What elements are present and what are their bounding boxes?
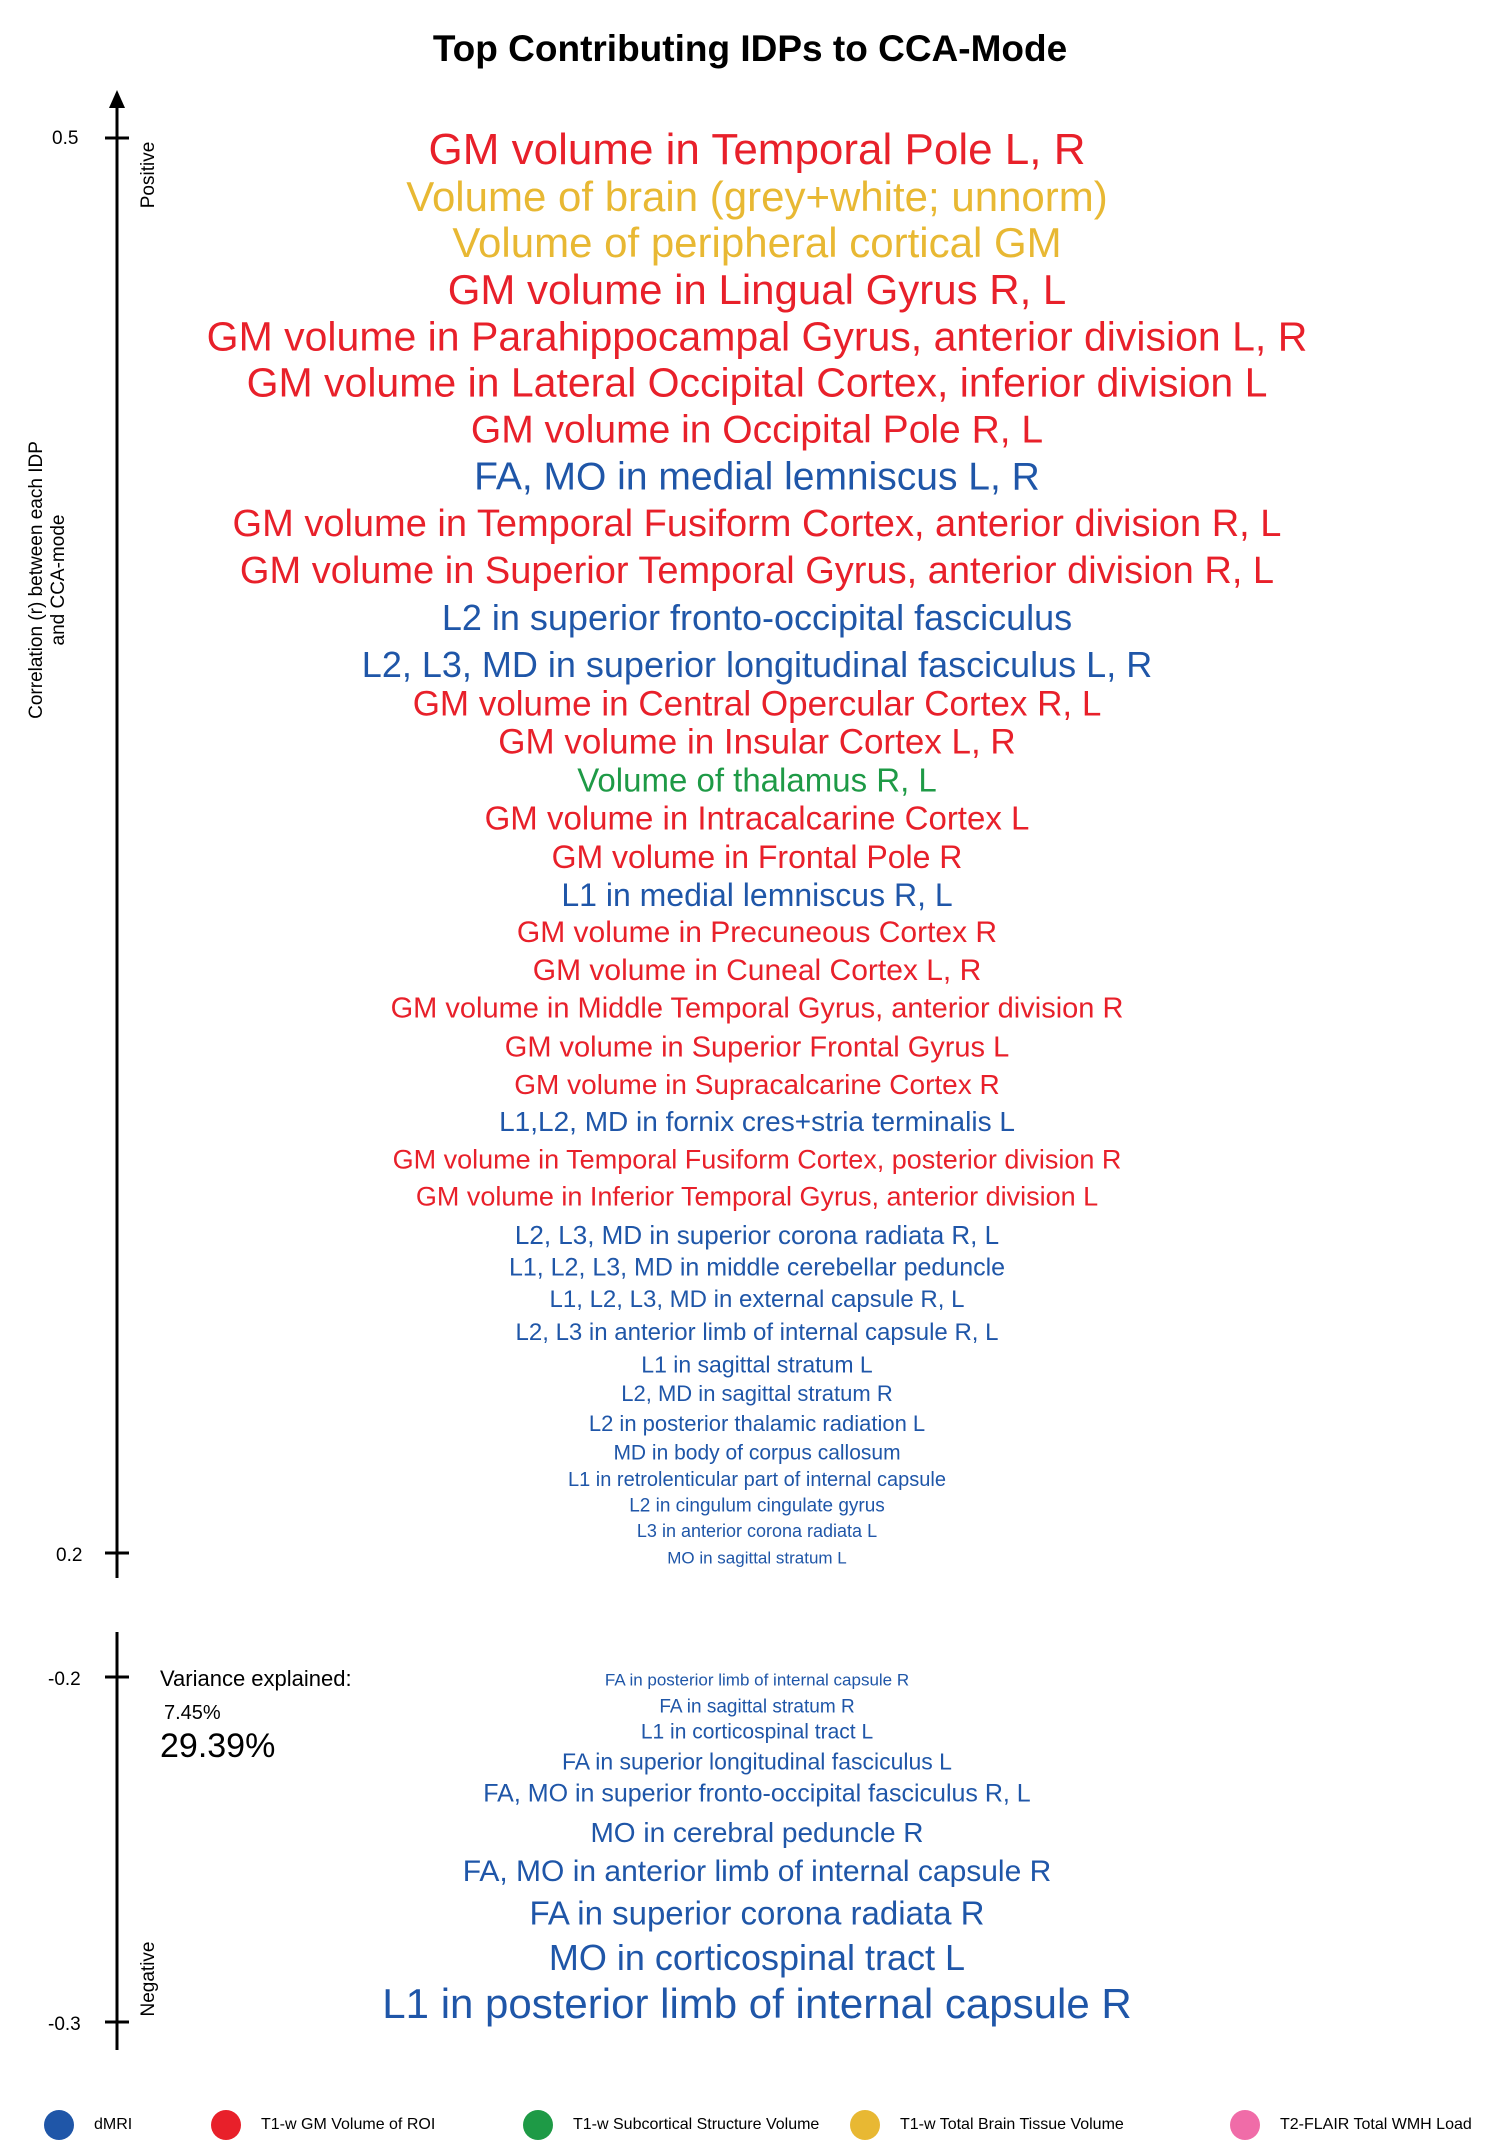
negative-idp-3: L1 in corticospinal tract L — [640, 1720, 874, 1744]
positive-idp-26: GM volume in Inferior Temporal Gyrus, anterior division L — [415, 1181, 1099, 1212]
variance-title: Variance explained: — [160, 1666, 352, 1691]
positive-idp-6: GM volume in Lateral Occipital Cortex, inferior division L — [246, 359, 1268, 406]
positive-idp-16: GM volume in Intracalcarine Cortex L — [484, 799, 1030, 837]
positive-idp-25: GM volume in Temporal Fusiform Cortex, posterior division R — [392, 1144, 1122, 1175]
positive-idp-19: GM volume in Precuneous Cortex R — [516, 916, 998, 949]
positive-idp-35: L1 in retrolenticular part of internal capsule — [568, 1469, 946, 1491]
positive-idp-33: L2 in posterior thalamic radiation L — [588, 1411, 926, 1436]
y-tick-neg-0-2: -0.2 — [48, 1669, 81, 1690]
positive-idp-11: L2 in superior fronto-occipital fasciculus — [441, 597, 1073, 638]
positive-idp-22: GM volume in Superior Frontal Gyrus L — [504, 1031, 1010, 1064]
legend-item-4 — [850, 2110, 1124, 2140]
positive-idp-28: L1, L2, L3, MD in middle cerebellar peduncle — [508, 1253, 1006, 1282]
positive-idp-18: L1 in medial lemniscus R, L — [561, 877, 953, 913]
legend-item-2 — [211, 2110, 435, 2140]
positive-idp-5: GM volume in Parahippocampal Gyrus, anterior division L, R — [206, 313, 1308, 360]
legend-item-1 — [44, 2110, 132, 2140]
negative-idp-2: FA in sagittal stratum R — [659, 1696, 855, 1718]
positive-idp-31: L1 in sagittal stratum L — [641, 1351, 873, 1378]
positive-idp-29: L1, L2, L3, MD in external capsule R, L — [549, 1286, 965, 1313]
positive-label: Positive — [138, 141, 159, 209]
positive-idp-14: GM volume in Insular Cortex L, R — [498, 722, 1016, 762]
positive-idp-12: L2, L3, MD in superior longitudinal fasciculus L, R — [361, 644, 1153, 685]
negative-idp-10: L1 in posterior limb of internal capsule R — [382, 1980, 1132, 2027]
legend-label-1: dMRI — [94, 2116, 133, 2133]
legend-label-4: T1-w Total Brain Tissue Volume — [900, 2116, 1124, 2133]
y-axis-label: Correlation (r) between each IDP and CCA-mode — [26, 441, 69, 719]
negative-idp-4: FA in superior longitudinal fasciculus L — [562, 1748, 952, 1775]
positive-idp-32: L2, MD in sagittal stratum R — [621, 1381, 893, 1406]
positive-idp-10: GM volume in Superior Temporal Gyrus, anterior division R, L — [239, 550, 1275, 592]
positive-idp-15: Volume of thalamus R, L — [577, 761, 937, 799]
positive-idp-34: MD in body of corpus callosum — [613, 1441, 901, 1465]
legend-label-5: T2-FLAIR Total WMH Load — [1280, 2116, 1472, 2133]
legend-swatch-4 — [850, 2110, 880, 2140]
legend-swatch-1 — [44, 2110, 74, 2140]
y-tick-0-2: 0.2 — [56, 1545, 83, 1566]
negative-idp-6: MO in cerebral peduncle R — [590, 1817, 924, 1848]
positive-idp-23: GM volume in Supracalcarine Cortex R — [514, 1069, 1000, 1100]
positive-idp-4: GM volume in Lingual Gyrus R, L — [447, 266, 1067, 313]
positive-idp-20: GM volume in Cuneal Cortex L, R — [532, 954, 982, 987]
positive-idp-3: Volume of peripheral cortical GM — [452, 219, 1062, 266]
positive-idp-21: GM volume in Middle Temporal Gyrus, anterior division R — [390, 992, 1124, 1025]
positive-idp-24: L1,L2, MD in fornix cres+stria terminalis L — [499, 1106, 1015, 1137]
negative-idp-8: FA in superior corona radiata R — [529, 1894, 985, 1932]
positive-idp-8: FA, MO in medial lemniscus L, R — [474, 455, 1040, 499]
positive-idp-37: L3 in anterior corona radiata L — [636, 1521, 878, 1541]
y-tick-0-5: 0.5 — [52, 128, 79, 149]
negative-idp-7: FA, MO in anterior limb of internal capsule R — [462, 1855, 1052, 1888]
legend-item-3 — [523, 2110, 819, 2140]
legend-swatch-3 — [523, 2110, 553, 2140]
negative-idp-9: MO in corticospinal tract L — [548, 1937, 966, 1978]
positive-idp-1: GM volume in Temporal Pole L, R — [428, 125, 1086, 174]
positive-idp-36: L2 in cingulum cingulate gyrus — [629, 1495, 885, 1517]
positive-idp-2: Volume of brain (grey+white; unnorm) — [406, 173, 1108, 220]
y-tick-neg-0-3: -0.3 — [48, 2014, 81, 2035]
legend-swatch-2 — [211, 2110, 241, 2140]
positive-idp-27: L2, L3, MD in superior corona radiata R, L — [514, 1220, 1000, 1250]
negative-idp-1: FA in posterior limb of internal capsule R — [604, 1670, 910, 1690]
positive-idp-7: GM volume in Occipital Pole R, L — [470, 408, 1044, 452]
legend-swatch-5 — [1230, 2110, 1260, 2140]
positive-idp-30: L2, L3 in anterior limb of internal capsule R, L — [515, 1319, 999, 1346]
legend-label-2: T1-w GM Volume of ROI — [261, 2116, 436, 2133]
positive-idp-9: GM volume in Temporal Fusiform Cortex, anterior division R, L — [232, 503, 1282, 545]
negative-idp-5: FA, MO in superior fronto-occipital fasciculus R, L — [483, 1779, 1031, 1808]
positive-idp-38: MO in sagittal stratum L — [667, 1548, 847, 1568]
variance-small-value: 7.45% — [164, 1702, 221, 1724]
legend-item-5 — [1230, 2110, 1472, 2140]
variance-explained — [160, 1666, 352, 1766]
positive-idp-17: GM volume in Frontal Pole R — [551, 839, 963, 875]
legend-label-3: T1-w Subcortical Structure Volume — [573, 2116, 820, 2133]
variance-big-value: 29.39% — [160, 1727, 276, 1765]
negative-label: Negative — [138, 1941, 159, 2017]
chart-title: Top Contributing IDPs to CCA-Mode — [432, 28, 1068, 69]
positive-idp-13: GM volume in Central Opercular Cortex R, L — [412, 684, 1102, 724]
